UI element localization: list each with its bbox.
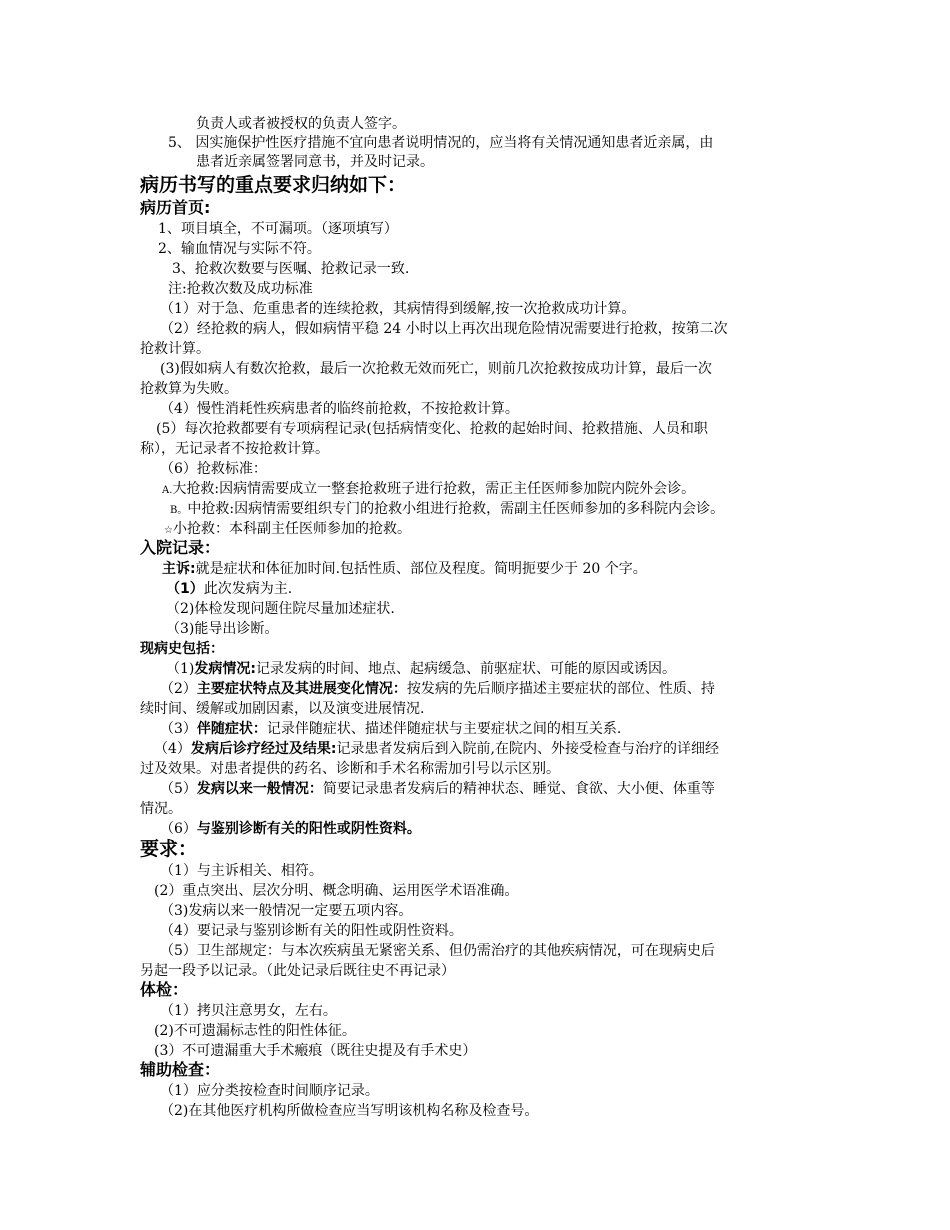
admission-item-1 [166,580,292,598]
section-heading-present-illness: 现病史包括： [140,641,224,657]
admission-item-2: （2)体检发现问题住院尽量加述症状. [166,601,395,617]
rescue-level-major [162,480,695,500]
admission-item-1-text: 此次发病为主. [203,581,293,597]
present-item-6-number: （6） [160,821,197,837]
homepage-note-3b: 抢救算为失败。 [140,381,238,397]
present-item-5-label: 发病以来一般情况： [196,781,323,797]
section-heading-requirements: 要求： [140,838,198,860]
requirement-5a: （5）卫生部规定：与本次疾病虽无紧密关系、但仍需治疗的其他疾病情况，可在现病史后 [160,943,715,959]
rescue-major-mark: A. [162,485,173,496]
homepage-item-2: 2、输血情况与实际不符。 [158,241,321,257]
top-line-1: 负责人或者被授权的负责人签字。 [196,116,406,132]
present-item-2-text: 按发病的先后顺序描述主要症状的部位、性质、持 [406,681,715,697]
present-item-5-number: （5） [160,781,197,797]
present-item-4-text: 记录患者发病后到入院前,在院内、外接受检查与治疗的详细经 [336,741,719,757]
present-item-4-number: （4） [154,741,191,757]
present-item-3 [160,720,621,738]
rescue-medium-mark: B。 [170,505,188,516]
chief-complaint-text: 就是症状和体征加时间.包括性质、部位及程度。简明扼要少于 20 个字。 [195,561,647,577]
present-item-2-label: 主要症状特点及其进展变化情况： [196,681,407,697]
homepage-note-6: （6）抢救标准： [160,461,267,477]
requirement-3: （3)发病以来一般情况一定要五项内容。 [160,903,413,919]
present-item-5-text: 简要记录患者发病后的精神状态、睡觉、食欲、大小便、体重等 [322,781,715,797]
present-item-3-text: 记录伴随症状、描述伴随症状与主要症状之间的相互关系. [266,721,622,737]
present-item-2 [160,680,715,698]
present-item-5-cont: 情况。 [140,801,182,817]
present-item-6-label: 与鉴别诊断有关的阳性或阴性资料。 [196,821,421,837]
exam-item-3: (3）不可遗漏重大手术瘢痕（既往史提及有手术史） [154,1043,477,1059]
requirement-5b: 另起一段予以记录。（此处记录后既往史不再记录） [140,963,455,979]
homepage-note-2a: （2）经抢救的病人，假如病情平稳 24 小时以上再次出现危险情况需要进行抢救，按第二次 [160,321,728,337]
rescue-medium-text: 中抢救:因病情需要组织专门的抢救小组进行抢救，需副主任医师参加的多科院内会诊。 [187,501,725,517]
homepage-note-3a: (3)假如病人有数次抢救，最后一次抢救无效而死亡，则前几次抢救按成功计算，最后一次 [160,361,712,377]
homepage-note: 注:抢救次数及成功标准 [168,281,313,297]
rescue-minor-text: 小抢救：本科副主任医师参加的抢救。 [172,521,411,537]
requirement-2: (2）重点突出、层次分明、概念明确、运用医学术语准确。 [154,883,519,899]
rescue-level-minor [164,520,411,540]
homepage-note-5a: (5）每次抢救都要有专项病程记录(包括病情变化、抢救的起始时间、抢救措施、人员和职 [156,421,708,437]
present-item-1-number: （1) [166,661,195,677]
homepage-note-1: （1）对于急、危重患者的连续抢救，其病情得到缓解,按一次抢救成功计算。 [160,301,636,317]
top-line-3: 患者近亲属签署同意书，并及时记录。 [196,154,434,170]
star-icon: ☆ [164,525,173,536]
present-item-5 [160,780,715,798]
chief-complaint-label: 主诉: [162,561,196,577]
admission-item-1-label: （1） [166,581,204,597]
homepage-note-4: （4）慢性消耗性疾病患者的临终前抢救，不按抢救计算。 [160,401,519,417]
requirement-1: （1）与主诉相关、相符。 [160,863,323,879]
present-item-4 [154,740,719,758]
present-item-3-label: 伴随症状： [196,721,267,737]
present-item-2-number: （2） [160,681,197,697]
homepage-item-3: 3、抢救次数要与医嘱、抢救记录一致. [172,261,410,277]
present-item-4-label: 发病后诊疗经过及结果: [190,741,337,757]
page-title: 病历书写的重点要求归纳如下： [140,174,407,196]
homepage-note-2b: 抢救计算。 [140,341,210,357]
homepage-item-1: 1、项目填全，不可漏项。（逐项填写） [158,221,398,237]
present-item-1-text: 记录发病的时间、地点、起病缓急、前驱症状、可能的原因或诱因。 [255,661,676,677]
present-item-6 [160,820,421,838]
admission-item-3: （3)能导出诊断。 [166,621,279,637]
exam-item-1: （1）拷贝注意男女，左右。 [160,1003,337,1019]
rescue-major-text: 大抢救:因病情需要成立一整套抢救班子进行抢救，需正主任医师参加院内院外会诊。 [172,481,696,497]
present-item-1 [166,660,676,678]
chief-complaint [162,560,647,578]
top-line-2: 5、 因实施保护性医疗措施不宜向患者说明情况的，应当将有关情况通知患者近亲属，由 [168,135,714,151]
requirement-4: （4）要记录与鉴别诊断有关的阳性或阴性资料。 [160,923,463,939]
exam-item-2: (2)不可遗漏标志性的阳性体征。 [154,1023,356,1039]
present-item-1-label: 发病情况: [194,661,256,677]
section-heading-homepage: 病历首页: [140,198,211,217]
aux-item-2: （2)在其他医疗机构所做检查应当写明该机构名称及检查号。 [160,1103,539,1119]
homepage-note-5b: 称），无记录者不按抢救计算。 [140,441,329,457]
present-item-3-number: （3） [160,721,197,737]
section-heading-admission: 入院记录： [140,538,221,557]
section-heading-exam: 体检： [140,980,189,999]
rescue-level-medium [170,500,724,520]
present-item-2-cont: 续时间、缓解或加剧因素，以及演变进展情况. [140,701,425,717]
section-heading-aux: 辅助检查： [140,1060,221,1079]
aux-item-1: （1）应分类按检查时间顺序记录。 [160,1083,379,1099]
present-item-4-cont: 过及效果。对患者提供的药名、诊断和手术名称需加引号以示区别。 [140,761,560,777]
